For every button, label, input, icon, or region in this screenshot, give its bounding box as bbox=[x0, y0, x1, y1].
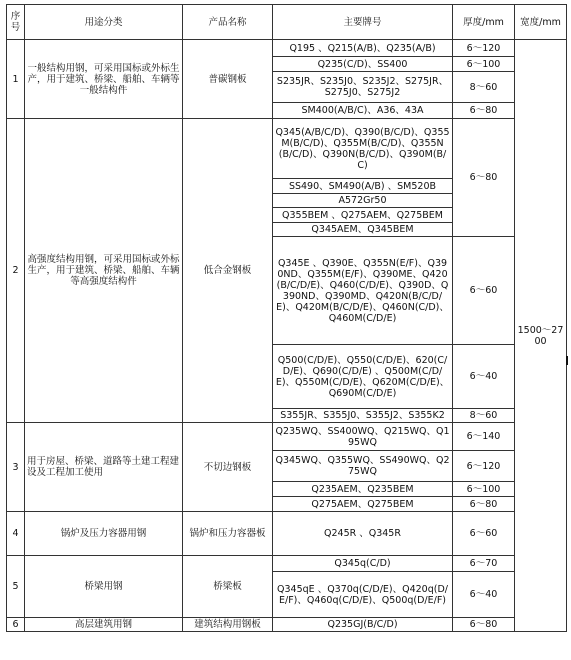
grade-cell: Q235(C/D)、SS400 bbox=[273, 57, 453, 72]
seq-cell: 6 bbox=[7, 618, 25, 632]
grade-cell: Q500(C/D/E)、Q550(C/D/E)、620(C/D/E)、Q690(C/D/E) 、Q500M(C/D/E)、Q550M(C/D/E)、Q620M(C/D/E)、Q690M(C/D/E) bbox=[273, 345, 453, 409]
grade-cell: Q355BEM 、Q275AEM、Q275BEM bbox=[273, 208, 453, 223]
table-row bbox=[7, 618, 567, 632]
header-grade: 主要牌号 bbox=[273, 5, 453, 40]
seq-cell: 2 bbox=[7, 119, 25, 423]
header-product: 产品名称 bbox=[183, 5, 273, 40]
grade-cell: Q275AEM、Q275BEM bbox=[273, 497, 453, 512]
grade-cell: S355JR、S355J0、S355J2、S355K2 bbox=[273, 409, 453, 423]
use-cell: 用于房屋、桥梁、道路等土建工程建设及工程加工使用 bbox=[25, 423, 183, 512]
table-row bbox=[7, 40, 567, 57]
use-cell: 一般结构用钢，可采用国标或外标生产，用于建筑、桥梁、船舶、车辆等一般结构件 bbox=[25, 40, 183, 119]
grade-cell: Q345qE 、Q370q(C/D/E)、Q420q(D/E/F)、Q460q(C/D/E)、Q500q(D/E/F) bbox=[273, 572, 453, 618]
table-row bbox=[7, 556, 567, 572]
grade-cell: Q235WQ、SS400WQ、Q215WQ、Q195WQ bbox=[273, 423, 453, 451]
product-cell: 建筑结构用钢板 bbox=[183, 618, 273, 632]
grade-cell: A572Gr50 bbox=[273, 194, 453, 208]
grade-cell: SM400(A/B/C)、A36、43A bbox=[273, 103, 453, 119]
grade-cell: Q345WQ、Q355WQ、SS490WQ、Q275WQ bbox=[273, 451, 453, 482]
header-thickness: 厚度/mm bbox=[453, 5, 515, 40]
product-cell: 桥梁板 bbox=[183, 556, 273, 618]
steel-plate-spec-table bbox=[6, 4, 567, 632]
thickness-cell: 8～60 bbox=[453, 72, 515, 103]
grade-cell: S235JR、S235J0、S235J2、S275JR、S275J0、S275J2 bbox=[273, 72, 453, 103]
thickness-cell: 6～80 bbox=[453, 103, 515, 119]
seq-cell: 1 bbox=[7, 40, 25, 119]
thickness-cell: 6～40 bbox=[453, 345, 515, 409]
grade-cell: Q345(A/B/C/D)、Q390(B/C/D)、Q355M(B/C/D)、Q355M(B/C/D)、Q355N(B/C/D)、Q390N(B/C/D)、Q390M(B/C) bbox=[273, 119, 453, 179]
thickness-cell: 6～80 bbox=[453, 119, 515, 237]
header-use: 用途分类 bbox=[25, 5, 183, 40]
thickness-cell: 6～100 bbox=[453, 482, 515, 497]
grade-cell: Q245R 、Q345R bbox=[273, 512, 453, 556]
table-row bbox=[7, 119, 567, 179]
seq-cell: 4 bbox=[7, 512, 25, 556]
thickness-cell: 6～40 bbox=[453, 572, 515, 618]
use-cell: 锅炉及压力容器用钢 bbox=[25, 512, 183, 556]
thickness-cell: 8～60 bbox=[453, 409, 515, 423]
grade-cell: Q345AEM、Q345BEM bbox=[273, 223, 453, 237]
edge-marker bbox=[566, 356, 568, 365]
header-seq: 序号 bbox=[7, 5, 25, 40]
thickness-cell: 6～60 bbox=[453, 237, 515, 345]
header-width: 宽度/mm bbox=[515, 5, 567, 40]
table-row bbox=[7, 423, 567, 451]
thickness-cell: 6～80 bbox=[453, 497, 515, 512]
product-cell: 普碳钢板 bbox=[183, 40, 273, 119]
grade-cell: Q235AEM、Q235BEM bbox=[273, 482, 453, 497]
use-cell: 桥梁用钢 bbox=[25, 556, 183, 618]
thickness-cell: 6～60 bbox=[453, 512, 515, 556]
grade-cell: Q235GJ(B/C/D) bbox=[273, 618, 453, 632]
use-cell: 高强度结构用钢，可采用国标或外标生产，用于建筑、桥梁、船舶、车辆等高强度结构件 bbox=[25, 119, 183, 423]
product-cell: 锅炉和压力容器板 bbox=[183, 512, 273, 556]
use-cell: 高层建筑用钢 bbox=[25, 618, 183, 632]
thickness-cell: 6～140 bbox=[453, 423, 515, 451]
grade-cell: Q345q(C/D) bbox=[273, 556, 453, 572]
thickness-cell: 6～70 bbox=[453, 556, 515, 572]
grade-cell: Q195 、Q215(A/B)、Q235(A/B) bbox=[273, 40, 453, 57]
product-cell: 低合金钢板 bbox=[183, 119, 273, 423]
thickness-cell: 6～80 bbox=[453, 618, 515, 632]
thickness-cell: 6～120 bbox=[453, 451, 515, 482]
grade-cell: Q345E 、Q390E、Q355N(E/F)、Q390ND、Q355M(E/F)、Q390ME、Q420(B/C/D/E)、Q460(C/D/E)、Q390D、Q390ND、Q390MD、Q420N(B/C/D/E)、Q420M(B/C/D/E)、Q460N(C/D)、Q460M(C/D/E) bbox=[273, 237, 453, 345]
product-cell: 不切边钢板 bbox=[183, 423, 273, 512]
seq-cell: 3 bbox=[7, 423, 25, 512]
grade-cell: SS490、SM490(A/B) 、SM520B bbox=[273, 179, 453, 194]
table-row bbox=[7, 512, 567, 556]
header-row bbox=[7, 5, 567, 40]
steel-plate-spec-table-wrapper bbox=[6, 4, 567, 632]
thickness-cell: 6～100 bbox=[453, 57, 515, 72]
width-cell: 1500～2700 bbox=[515, 40, 567, 632]
thickness-cell: 6～120 bbox=[453, 40, 515, 57]
seq-cell: 5 bbox=[7, 556, 25, 618]
